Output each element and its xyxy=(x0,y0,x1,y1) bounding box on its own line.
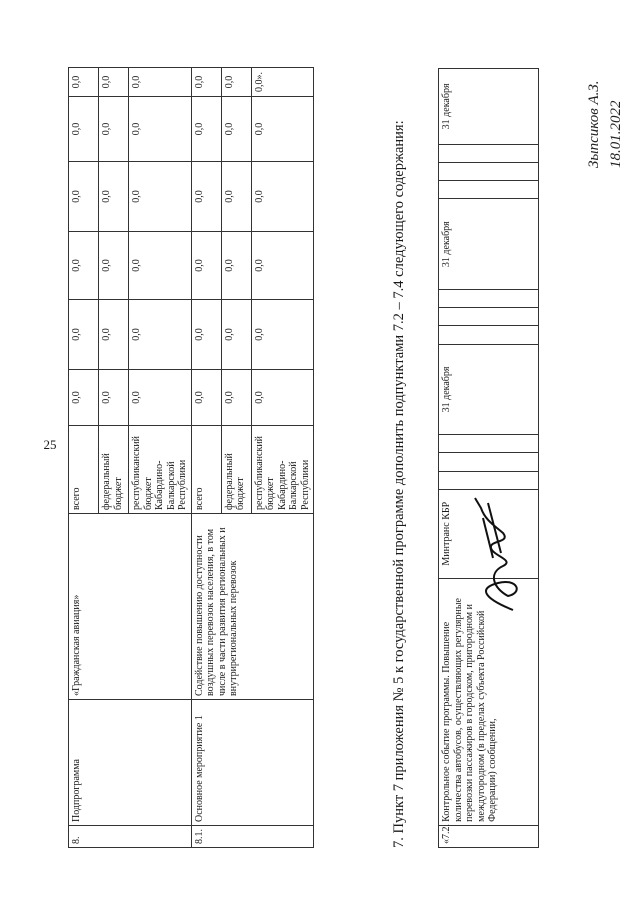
value-cell: 0,0 xyxy=(191,300,221,370)
value-cell: 0,0 xyxy=(221,97,251,162)
rotated-page-content xyxy=(68,68,538,848)
responsible-org: Минтранс КБР xyxy=(439,489,539,578)
value-cell: 0,0 xyxy=(99,68,129,97)
value-cell: 0,0». xyxy=(251,68,314,97)
date-cell: 31 декабря xyxy=(439,344,539,435)
value-cell: 0,0 xyxy=(99,370,129,426)
value-cell: 0,0 xyxy=(221,68,251,97)
value-cell: 0,0 xyxy=(69,162,99,232)
value-cell: 0,0 xyxy=(129,300,192,370)
handwritten-note xyxy=(583,80,627,168)
value-cell: 0,0 xyxy=(129,68,192,97)
value-cell: 0,0 xyxy=(191,232,221,300)
value-cell: 0,0 xyxy=(99,300,129,370)
value-cell: 0,0 xyxy=(221,232,251,300)
value-cell: 0,0 xyxy=(251,232,314,300)
funding-source: всего xyxy=(191,426,221,514)
funding-source: республиканский бюджет Кабардино-Балкарской Республики xyxy=(129,426,192,514)
event-text: Контрольное событие программы. Повышение количества автобусов, осуществляющих регулярные перевозки пассажиров в городском, пригородном и междугородном (в пределах субъекта Российской Федерации) сообщении, xyxy=(439,578,539,825)
funding-source: республиканский бюджет Кабардино-Балкарской Республики xyxy=(251,426,314,514)
table-row xyxy=(69,68,99,848)
value-cell: 0,0 xyxy=(191,97,221,162)
value-cell: 0,0 xyxy=(129,370,192,426)
value-cell: 0,0 xyxy=(191,370,221,426)
value-cell: 0,0 xyxy=(69,300,99,370)
value-cell: 0,0 xyxy=(69,232,99,300)
value-cell: 0,0 xyxy=(221,370,251,426)
value-cell: 0,0 xyxy=(251,300,314,370)
handwritten-name: Зыпсиков А.З. xyxy=(586,80,602,168)
control-events-table xyxy=(438,68,539,848)
row-name: «Гражданская авиация» xyxy=(69,514,192,700)
amendment-paragraph: 7. Пункт 7 приложения № 5 к государственной программе дополнить подпунктами 7.2 – 7.4 следующего содержания: xyxy=(391,120,407,848)
value-cell: 0,0 xyxy=(99,97,129,162)
row-type: Подпрограмма xyxy=(69,700,192,826)
value-cell: 0,0 xyxy=(251,370,314,426)
funding-source: федеральный бюджет xyxy=(221,426,251,514)
value-cell: 0,0 xyxy=(99,232,129,300)
value-cell: 0,0 xyxy=(221,300,251,370)
funding-source: федеральный бюджет xyxy=(99,426,129,514)
value-cell: 0,0 xyxy=(191,68,221,97)
value-cell: 0,0 xyxy=(129,97,192,162)
table-row xyxy=(191,68,221,848)
signature-image xyxy=(463,488,533,618)
value-cell: 0,0 xyxy=(221,162,251,232)
value-cell: 0,0 xyxy=(129,232,192,300)
handwritten-date: 18.01.2022 xyxy=(608,100,624,168)
page-number: 25 xyxy=(43,437,57,452)
funding-source: всего xyxy=(69,426,99,514)
value-cell: 0,0 xyxy=(69,68,99,97)
row-number: «7.2. xyxy=(439,825,539,847)
row-number: 8.1. xyxy=(191,826,314,848)
row-number: 8. xyxy=(69,826,192,848)
value-cell: 0,0 xyxy=(129,162,192,232)
budget-table xyxy=(68,67,314,848)
row-name: Содействие повышению доступности воздушных перевозок населения, в том числе в части развития региональных и внутрирегиональных перевозок xyxy=(191,514,314,700)
value-cell: 0,0 xyxy=(69,370,99,426)
date-cell: 31 декабря xyxy=(439,69,539,145)
date-cell: 31 декабря xyxy=(439,199,539,290)
value-cell: 0,0 xyxy=(99,162,129,232)
row-type: Основное мероприятие 1 xyxy=(191,700,314,826)
value-cell: 0,0 xyxy=(251,162,314,232)
value-cell: 0,0 xyxy=(69,97,99,162)
value-cell: 0,0 xyxy=(251,97,314,162)
value-cell: 0,0 xyxy=(191,162,221,232)
